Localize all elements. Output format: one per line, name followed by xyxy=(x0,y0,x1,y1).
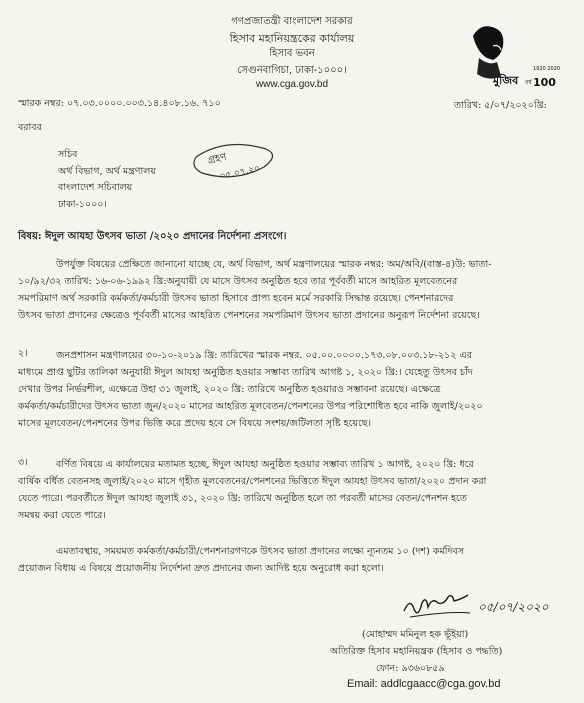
signatory-email: Email: addlcgaacc@cga.gov.bd xyxy=(347,678,501,690)
paragraph-3-line: যেতে পারে। পরবর্তীতে ঈদুল আযহা জুলাই ৩১, ২০২০ খ্রি: তারিখে অনুষ্ঠিত হলে তা পরবর্তী মাসের বেতন/পেনশন হতে xyxy=(18,493,467,504)
paragraph-4 xyxy=(18,543,464,577)
signatory-title: অতিরিক্ত হিসাব মহানিয়ন্ত্রক (হিসাব ও পদ্ধতি) xyxy=(330,646,503,657)
recipient-line-2: অর্থ বিভাগ, অর্থ মন্ত্রণালয় xyxy=(58,166,156,177)
logo-years: 1920 2020 xyxy=(533,66,561,72)
paragraph-1-line: উৎসব ভাতা প্রদানের ক্ষেত্রেও পূর্ববর্তী মাসের আহরিত পেনশনের সমপরিমাণ উৎসব ভাতা প্রদানের অনুরূপ নির্দেশনা রয়েছে। xyxy=(18,310,480,321)
paragraph-2 xyxy=(18,347,483,432)
paragraph-2-line: মাধ্যমে প্রাপ্ত ছুটির তালিকা অনুযায়ী ঈদুল আযহা অনুষ্ঠিত হওয়ার সম্ভাব্য তারিখ আগষ্ট ১, ২০২০ খ্রি:। যেহেতু উৎসব চাঁদ xyxy=(18,367,473,378)
paragraph-1 xyxy=(18,256,492,324)
subject-label: বিষয়: xyxy=(18,231,42,242)
paragraph-2-line: কর্মকর্তা/কর্মচারীদের উৎসব ভাতা জুন/২০২০ মাসের আহরিত মূলবেতন/পেনশনের উপর পরিশোধিত হবে নাকি জুলাই/২০২০ xyxy=(18,401,483,412)
subject-line xyxy=(18,229,286,246)
logo-text-mujib: মুজিব xyxy=(493,74,519,87)
recipient-line-1: সচিব xyxy=(58,149,78,160)
website: www.cga.gov.bd xyxy=(255,79,329,90)
paragraph-4-line: প্রয়োজন বিধায় এ বিষয়ে প্রয়োজনীয় নির্দেশনা দ্রুত প্রদানের জন্য আদিষ্ট হয়ে অনুরোধ করা হলো। xyxy=(18,563,384,574)
office-name: হিসাব মহানিয়ন্ত্রকের কার্যালয় xyxy=(229,32,355,45)
memo-reference: স্মারক নম্বর: ০৭.০৩.০০০০.০০৩.১৪.৪০৮.১৬. ৭১০ xyxy=(18,98,221,109)
recipient-heading: বরাবর xyxy=(18,122,42,133)
recipient-line-3: বাংলাদেশ সচিবালয় xyxy=(58,182,133,193)
received-stamp xyxy=(190,135,284,187)
paragraph-3-line: সমন্বয় করা যেতে পারে। xyxy=(18,510,106,521)
building-name: হিসাব ভবন xyxy=(269,48,315,59)
paragraph-2-line: মাসের মূলবেতন/পেনশনের উপর ভিত্তি করে প্রদেয় হবে সে বিষয়ে সংশয়/জটিলতা সৃষ্টি হয়েছে। xyxy=(18,418,371,429)
recipient-line-4: ঢাকা-১০০০। xyxy=(58,199,107,210)
handwritten-signature xyxy=(400,585,560,625)
stamp-text-1: গ্রহণ xyxy=(206,151,228,167)
paragraph-3-number: ৩। xyxy=(18,457,28,468)
logo-num: 100 xyxy=(533,76,556,89)
paragraph-3 xyxy=(18,456,486,524)
signatory-phone: ফোন: ৯৩৬০৮৫৯ xyxy=(376,663,445,674)
signatory-name: (মোহাম্মদ মমিনুল হক ভূঁইয়া) xyxy=(362,629,469,640)
paragraph-3-line: বর্ণিত বিষয়ে এ কার্যালয়ের মতামত হচ্ছে, ঈদুল আযহা অনুষ্ঠিত হওয়ার সম্ভাব্য তারিখ ১ আগষ্ট, ২০২০ খ্রি: ধরে xyxy=(56,459,474,470)
paragraph-1-line: উপর্যুক্ত বিষয়ের প্রেক্ষিতে জানানো যাচ্ছে যে, অর্থ বিভাগ, অর্থ মন্ত্রণালয়ের স্মারক নম্বর: অম/অবি/(বাস্ত-৪)উ: ভাতা- xyxy=(56,259,492,270)
mujib-borsho-logo xyxy=(463,18,561,90)
subject-text: ঈদুল আযহা উৎসব ভাতা /২০২০ প্রদানের নির্দেশনা প্রসংগে। xyxy=(45,231,287,242)
paragraph-2-line: দেখার উপর নির্ভরশীল, এক্ষেত্রে উহা ৩১ জুলাই, ২০২০ খ্রি: তারিখে অনুষ্ঠিত হওয়ারও সম্ভাবনা রয়েছে। এক্ষেত্রে xyxy=(18,384,441,395)
office-address: সেগুনবাগিচা, ঢাকা-১০০০। xyxy=(237,65,347,76)
stamp-text-2: ০৫.০৭.২০ xyxy=(218,163,261,183)
paragraph-1-line: ১০/৯২/৩২ তারিখ: ১৬-০৬-১৯৯২ খ্রি:অনুযায়ী যে মাসে উৎসব অনুষ্ঠিত হবে তার পূর্ববর্তী মাসে আহরিত মূলবেতনের xyxy=(18,276,458,287)
paragraph-2-line: জনপ্রশাসন মন্ত্রণালয়ের ৩০-১০-২০১৯ খ্রি: তারিখের স্মারক নম্বর. ০৫.০০.০০০০.১৭৩.০৮.০০৩.১৮-২১২ এর xyxy=(56,350,472,361)
paragraph-4-line: এমতাবস্থায়, সময়মত কর্মকর্তা/কর্মচারী/পেনশনারগণকে উৎসব ভাতা প্রদানের লক্ষ্যে ন্যূনতম ১০ (দশ) কর্মদিবস xyxy=(56,546,465,557)
paragraph-2-number: ২। xyxy=(18,348,28,359)
govt-name: গণপ্রজাতন্ত্রী বাংলাদেশ সরকার xyxy=(231,16,353,27)
paragraph-3-line: বার্ষিক বর্ধিত বেতনসহ জুলাই/২০২০ মাসে গৃহীত মূলবেতনের/পেনশনের ভিত্তিতে ঈদুল আযহা উৎসব ভাতা/২০২০ প্রদান করা xyxy=(18,476,487,487)
memo-date: তারিখ: ৫/০৭/২০২০খ্রি: xyxy=(454,100,547,111)
paragraph-1-line: সমপরিমাণ অর্থ সরকারি কর্মকর্তা/কর্মচারী উৎসব ভাতা হিসাবে প্রাপ্য হবেন মর্মে সরকারি সিদ্ধান্ত রয়েছে। পেনশনারদের xyxy=(18,293,454,304)
signature-date: ০৫/০৭/২০২০ xyxy=(478,600,549,614)
logo-text-borsho: বর্ষ xyxy=(525,79,532,86)
